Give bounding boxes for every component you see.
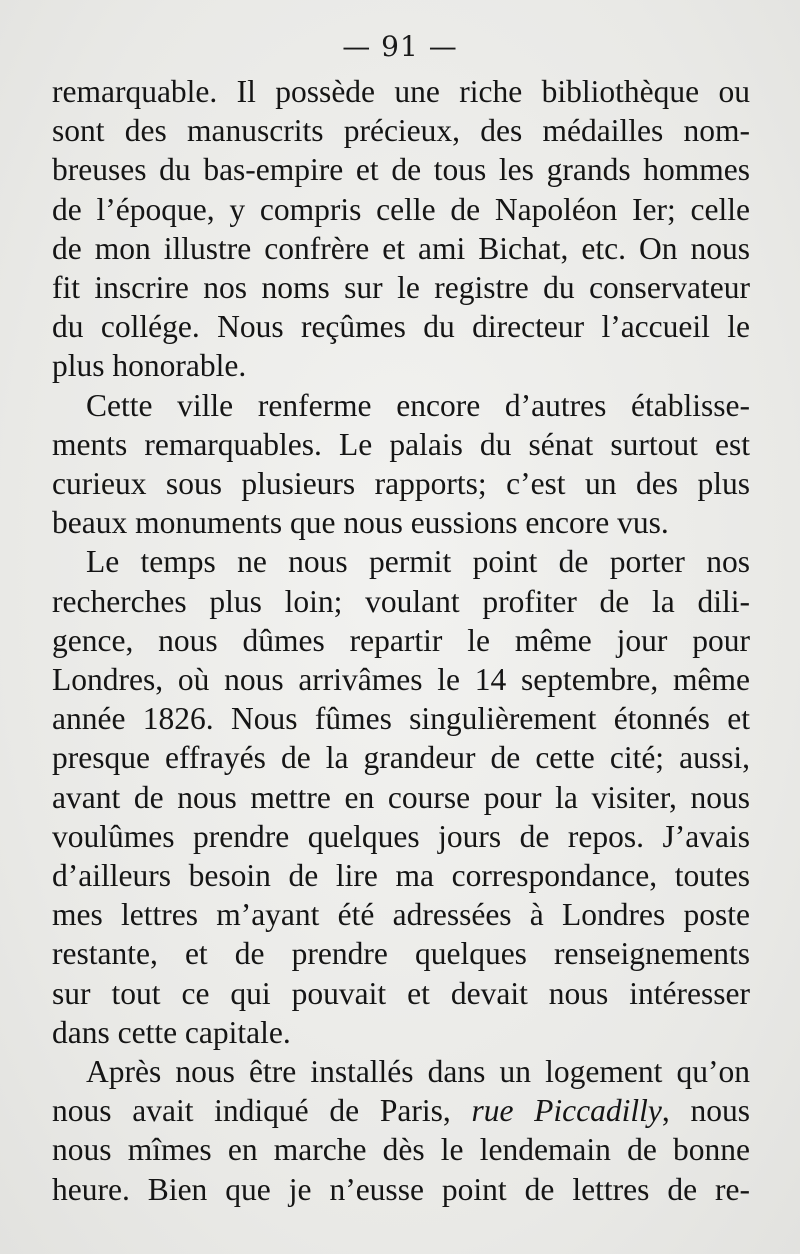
text-line: nous avait indiqué de Paris, rue Piccadilly, nous: [52, 1093, 751, 1129]
text-line: Londres, où nous arrivâmes le 14 septembre, même: [52, 662, 750, 698]
paragraph-3: [52, 542, 750, 1052]
text-line: gence, nous dûmes repartir le même jour pour: [52, 622, 750, 658]
text-line: heure. Bien que je n’eusse point de lettres de re-: [52, 1171, 750, 1207]
body-text: [52, 72, 750, 1209]
text-line: ments remarquables. Le palais du sénat surtout est: [52, 426, 750, 462]
page-number: — 91 —: [342, 30, 458, 63]
text-line: plus honorable.: [52, 348, 247, 384]
paragraph-2: [52, 386, 750, 543]
text-line: breuses du bas-empire et de tous les grands hommes: [52, 152, 750, 188]
text-line: beaux monuments que nous eussions encore vus.: [52, 505, 669, 541]
text-line: Cette ville renferme encore d’autres établisse-: [86, 387, 750, 423]
text-line: remarquable. Il possède une riche bibliothèque ou: [52, 74, 750, 109]
paragraph-4: [52, 1052, 750, 1209]
text-line: du collége. Nous reçûmes du directeur l’accueil le: [52, 309, 750, 345]
text-line: curieux sous plusieurs rapports; c’est un des plus: [52, 466, 750, 502]
text-line: avant de nous mettre en course pour la visiter, nous: [52, 779, 750, 815]
text-line: d’ailleurs besoin de lire ma correspondance, toutes: [52, 858, 750, 894]
text-line: dans cette capitale.: [52, 1014, 291, 1050]
text-line: mes lettres m’ayant été adressées à Londres poste: [52, 897, 750, 933]
text-line: Après nous être installés dans un logement qu’on: [86, 1054, 750, 1090]
text-line: de mon illustre confrère et ami Bichat, etc. On nous: [52, 230, 750, 266]
street-name: rue Piccadilly: [471, 1093, 662, 1129]
text-line: recherches plus loin; voulant profiter de la dili-: [52, 583, 750, 619]
text-line: restante, et de prendre quelques renseignements: [52, 936, 750, 972]
text-line: presque effrayés de la grandeur de cette cité; aussi,: [52, 740, 750, 776]
text-line: fit inscrire nos noms sur le registre du conservateur: [52, 270, 750, 306]
text-line: sont des manuscrits précieux, des médailles nom-: [52, 113, 750, 149]
text-line: de l’époque, y compris celle de Napoléon Ier; celle: [52, 191, 750, 227]
text-line: voulûmes prendre quelques jours de repos. J’avais: [52, 818, 750, 854]
text-line: sur tout ce qui pouvait et devait nous intéresser: [52, 975, 750, 1011]
text-line: nous mîmes en marche dès le lendemain de bonne: [52, 1132, 750, 1168]
paragraph-1: [52, 72, 750, 386]
text-line: Le temps ne nous permit point de porter nos: [86, 544, 750, 580]
text-line: année 1826. Nous fûmes singulièrement étonnés et: [52, 701, 750, 737]
